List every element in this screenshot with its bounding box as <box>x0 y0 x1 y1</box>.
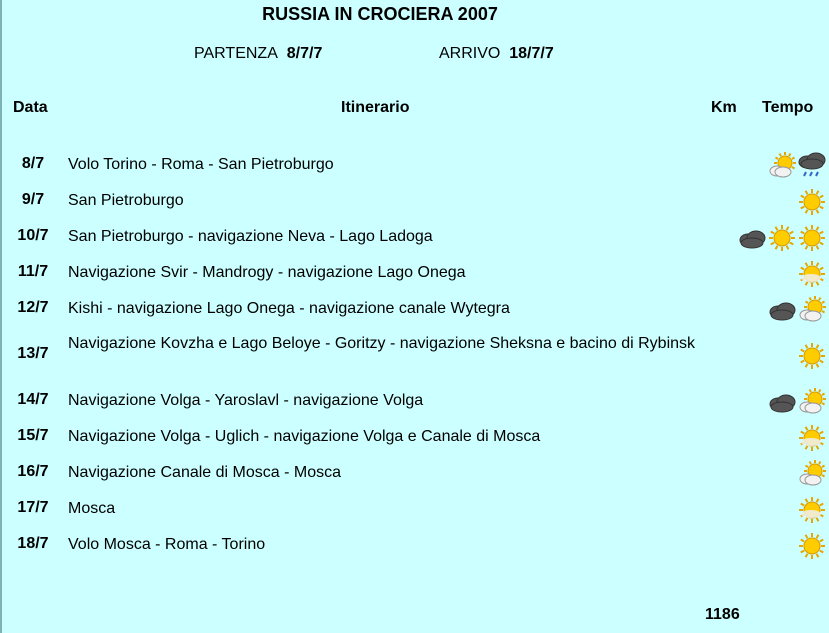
row-itinerary: Navigazione Canale di Mosca - Mosca <box>68 464 342 481</box>
cloud-icon <box>767 387 797 404</box>
row-date: 16/7 <box>17 463 49 480</box>
partly-cloudy-icon <box>797 387 827 404</box>
arrival-label: ARRIVO <box>439 45 501 62</box>
row-date: 11/7 <box>17 263 49 280</box>
row-itinerary: Volo Torino - Roma - San Pietroburgo <box>68 156 334 173</box>
hazy-sun-icon <box>797 423 827 440</box>
row-date: 15/7 <box>17 427 49 444</box>
row-weather <box>797 187 827 217</box>
sun-icon <box>797 223 827 240</box>
partly-cloudy-icon <box>797 295 827 312</box>
row-itinerary: Kishi - navigazione Lago Onega - navigazione canale Wytegra <box>68 300 510 317</box>
row-date: 10/7 <box>17 227 49 244</box>
row-weather <box>797 259 827 289</box>
row-weather <box>797 531 827 561</box>
row-date: 8/7 <box>21 155 45 172</box>
sun-icon <box>797 531 827 548</box>
sun-icon <box>797 341 827 358</box>
row-weather <box>797 423 827 453</box>
row-itinerary: San Pietroburgo <box>68 192 184 209</box>
row-date: 9/7 <box>21 191 45 208</box>
departure-info <box>194 45 322 63</box>
header-itinerary: Itinerario <box>341 99 410 116</box>
row-weather <box>797 495 827 525</box>
row-itinerary: Navigazione Svir - Mandrogy - navigazione Lago Onega <box>68 264 466 281</box>
total-km: 1186 <box>705 606 740 623</box>
partly-cloudy-icon <box>767 151 797 168</box>
hazy-sun-icon <box>797 495 827 512</box>
header-weather: Tempo <box>762 99 814 116</box>
row-itinerary: Navigazione Volga - Uglich - navigazione Volga e Canale di Mosca <box>68 428 541 445</box>
cloud-icon <box>737 223 767 240</box>
arrival-info <box>439 45 554 63</box>
row-weather <box>767 387 827 417</box>
hazy-sun-icon <box>797 259 827 276</box>
page-title: RUSSIA IN CROCIERA 2007 <box>262 4 498 24</box>
row-weather <box>767 151 827 181</box>
row-date: 14/7 <box>17 391 49 408</box>
header-date: Data <box>13 99 48 116</box>
row-date: 13/7 <box>17 345 49 362</box>
row-date: 12/7 <box>17 299 49 316</box>
header-km: Km <box>711 99 737 116</box>
cloud-icon <box>767 295 797 312</box>
sun-icon <box>767 223 797 240</box>
arrival-value: 18/7/7 <box>509 45 554 62</box>
sun-icon <box>797 187 827 204</box>
row-date: 18/7 <box>17 535 49 552</box>
row-weather <box>797 341 827 371</box>
row-itinerary: Volo Mosca - Roma - Torino <box>68 536 266 553</box>
row-itinerary: Mosca <box>68 500 116 517</box>
row-itinerary: Navigazione Volga - Yaroslavl - navigazione Volga <box>68 392 424 409</box>
departure-value: 8/7/7 <box>286 45 323 62</box>
partly-cloudy-icon <box>797 459 827 476</box>
row-date: 17/7 <box>17 499 49 516</box>
row-weather <box>797 459 827 489</box>
row-itinerary: Navigazione Kovzha e Lago Beloye - Goritzy - navigazione Sheksna e bacino di Rybinsk <box>68 335 696 352</box>
row-itinerary: San Pietroburgo - navigazione Neva - Lago Ladoga <box>68 228 433 245</box>
row-weather <box>737 223 827 253</box>
rain-cloud-icon <box>797 151 827 168</box>
departure-label: PARTENZA <box>194 45 278 62</box>
row-weather <box>767 295 827 325</box>
